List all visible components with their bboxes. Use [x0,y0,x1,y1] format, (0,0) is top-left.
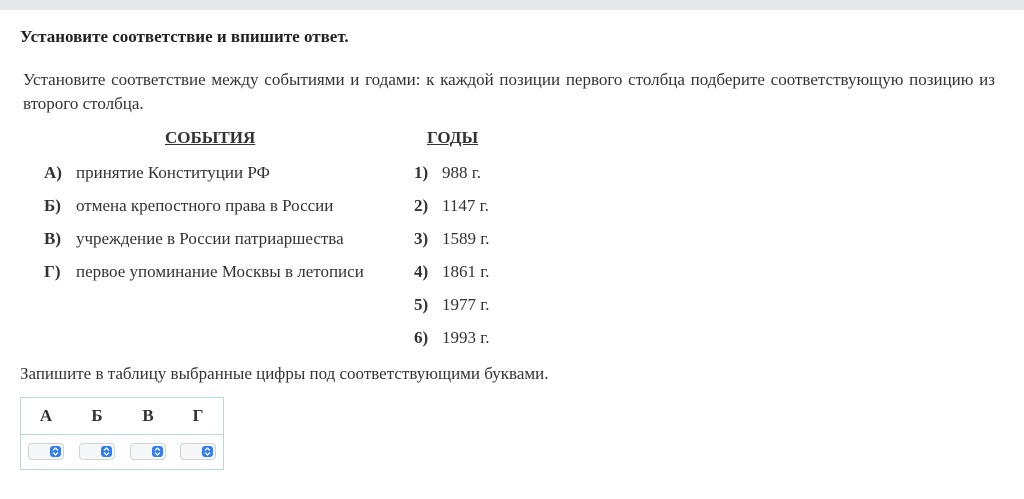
year-text: 1977 г. [442,295,490,314]
event-text: отмена крепостного права в России [76,196,334,215]
year-text: 1993 г. [442,328,490,347]
answer-table-header [21,398,223,435]
answer-select-a[interactable] [28,443,64,460]
year-key: 1) [414,163,429,182]
event-key: Г) [44,262,61,281]
answer-select-b[interactable] [79,443,115,460]
task-text: Установите соответствие между событиями и годами: к каждой позиции первого столбца подберите соответствующую позицию из второго столбца. [23,70,995,113]
chevron-updown-icon [101,446,112,457]
answer-header-a: А [39,406,53,425]
year-item [414,229,490,249]
events-header: СОБЫТИЯ [165,128,256,147]
year-item [414,196,489,216]
year-key: 3) [414,229,429,248]
event-text: учреждение в России патриаршества [76,229,344,248]
year-item [414,295,490,315]
year-item [414,328,490,348]
answer-select-g[interactable] [180,443,216,460]
answer-header-v: В [142,406,154,425]
year-key: 5) [414,295,429,314]
year-item [414,163,481,183]
event-key: А) [44,163,62,182]
answer-table [20,397,224,470]
top-bar [0,0,1024,10]
answer-select-v[interactable] [130,443,166,460]
year-item [414,262,490,282]
event-key: В) [44,229,61,248]
event-item [44,229,344,249]
event-item [44,196,333,216]
task-title: Установите соответствие и впишите ответ. [20,27,349,46]
year-text: 1589 г. [442,229,490,248]
event-text: принятие Конституции РФ [76,163,270,182]
instruction-text: Запишите в таблицу выбранные цифры под соответствующими буквами. [20,364,549,383]
year-key: 6) [414,328,429,347]
year-key: 4) [414,262,429,281]
year-key: 2) [414,196,429,215]
year-text: 1861 г. [442,262,490,281]
chevron-updown-icon [202,446,213,457]
event-item [44,163,270,183]
answer-header-g: Г [192,406,204,425]
event-key: Б) [44,196,61,215]
year-text: 1147 г. [442,196,489,215]
event-text: первое упоминание Москвы в летописи [76,262,364,281]
year-text: 988 г. [442,163,482,182]
event-item [44,262,364,282]
years-header: ГОДЫ [427,128,479,147]
answer-header-b: Б [91,406,103,425]
chevron-updown-icon [152,446,163,457]
chevron-updown-icon [50,446,61,457]
